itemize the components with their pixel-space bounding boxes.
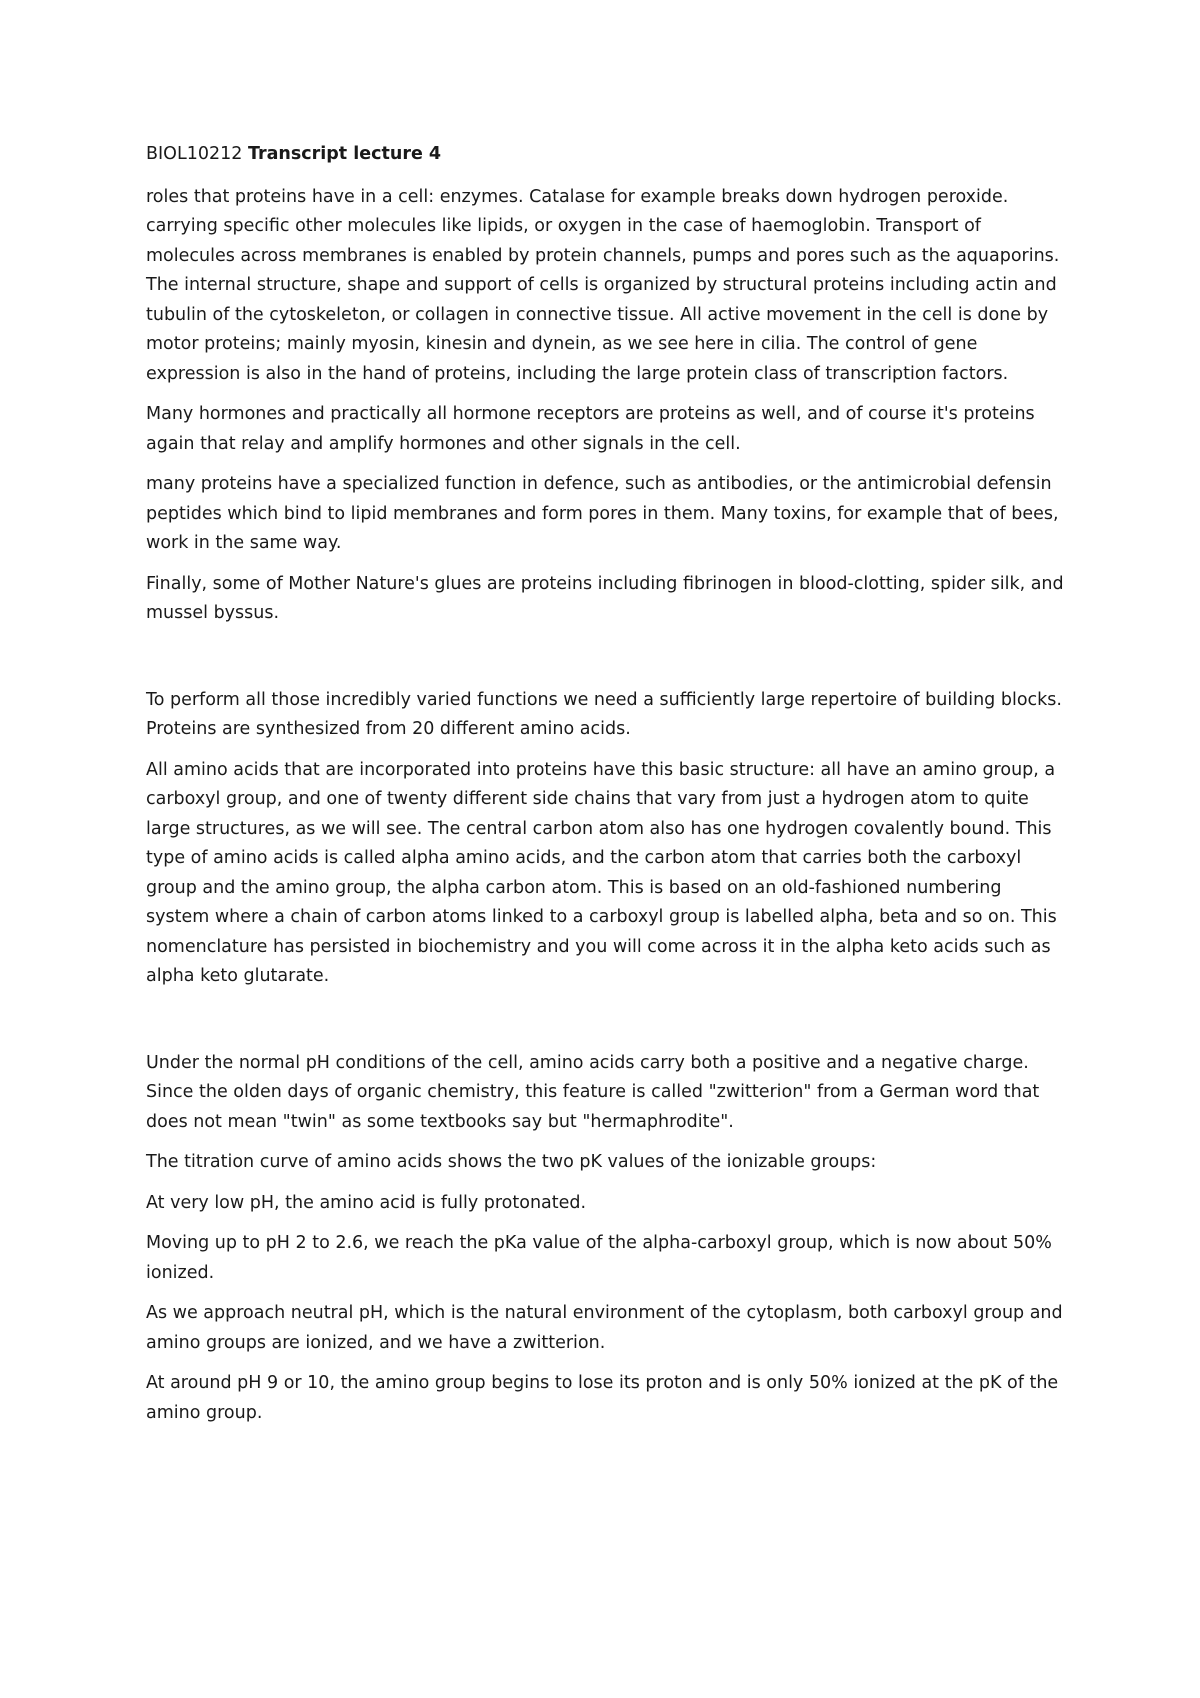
paragraph-amino-pk: At around pH 9 or 10, the amino group begins to lose its proton and is only 50% ionized at the pK of the amino group. — [146, 1373, 1059, 1423]
document-page — [146, 140, 1066, 1439]
paragraph-low-ph: At very low pH, the amino acid is fully protonated. — [146, 1192, 587, 1213]
paragraph-protein-roles: roles that proteins have in a cell: enzymes. Catalase for example breaks down hydrogen peroxide. carrying specific other molecules like lipids, or oxygen in the case of haemoglobin. Transport of molecules across membranes is enabled by protein channels, pumps and pores such as the aquaporins. The internal structure, shape and support of cells is organized by structural proteins including actin and tubulin of the cytoskeleton, or collagen in connective tissue. All active movement in the cell is done by motor proteins; mainly myosin, kinesin and dynein, as we see here in cilia. The control of gene expression is also in the hand of proteins, including the large protein class of transcription factors. — [146, 186, 1060, 384]
paragraph-hormones: Many hormones and practically all hormone receptors are proteins as well, and of course it's proteins again that relay and amplify hormones and other signals in the cell. — [146, 404, 1035, 454]
course-code: BIOL10212 — [146, 144, 243, 164]
paragraph-defence: many proteins have a specialized function in defence, such as antibodies, or the antimicrobial defensin peptides which bind to lipid membranes and form pores in them. Many toxins, for example that of bees, work in the same way. — [146, 474, 1059, 553]
document-title — [146, 140, 1066, 170]
paragraph-zwitterion: Under the normal pH conditions of the cell, amino acids carry both a positive and a negative charge. Since the olden days of organic chemistry, this feature is called "zwitterion" from a German word that does not mean "twin" as some textbooks say but "hermaphrodite". — [146, 1052, 1040, 1132]
paragraph-building-blocks: To perform all those incredibly varied functions we need a sufficiently large repertoire of building blocks. Proteins are synthesized from 20 different amino acids. — [146, 689, 1062, 739]
section-spacer — [146, 1003, 1066, 1049]
paragraph-neutral-ph: As we approach neutral pH, which is the natural environment of the cytoplasm, both carboxyl group and amino groups are ionized, and we have a zwitterion. — [146, 1303, 1063, 1353]
paragraph-carboxyl-pka: Moving up to pH 2 to 2.6, we reach the pKa value of the alpha-carboxyl group, which is now about 50% ionized. — [146, 1233, 1052, 1283]
section-spacer — [146, 640, 1066, 686]
paragraph-titration-curve: The titration curve of amino acids shows the two pK values of the ionizable groups: — [146, 1152, 877, 1172]
title-text: Transcript lecture 4 — [247, 144, 442, 164]
paragraph-amino-acid-structure: All amino acids that are incorporated into proteins have this basic structure: all have an amino group, a carboxyl group, and one of twenty different side chains that vary from just a hydrogen atom to quite large structures, as we will see. The central carbon atom also has one hydrogen covalently bound. This type of amino acids is called alpha amino acids, and the carbon atom that carries both the carboxyl group and the amino group, the alpha carbon atom. This is based on an old-fashioned numbering system where a chain of carbon atoms linked to a carboxyl group is labelled alpha, beta and so on. This nomenclature has persisted in biochemistry and you will come across it in the alpha keto acids such as alpha keto glutarate. — [146, 759, 1057, 986]
paragraph-glues: Finally, some of Mother Nature's glues are proteins including fibrinogen in blood-clotting, spider silk, and mussel byssus. — [146, 573, 1064, 623]
